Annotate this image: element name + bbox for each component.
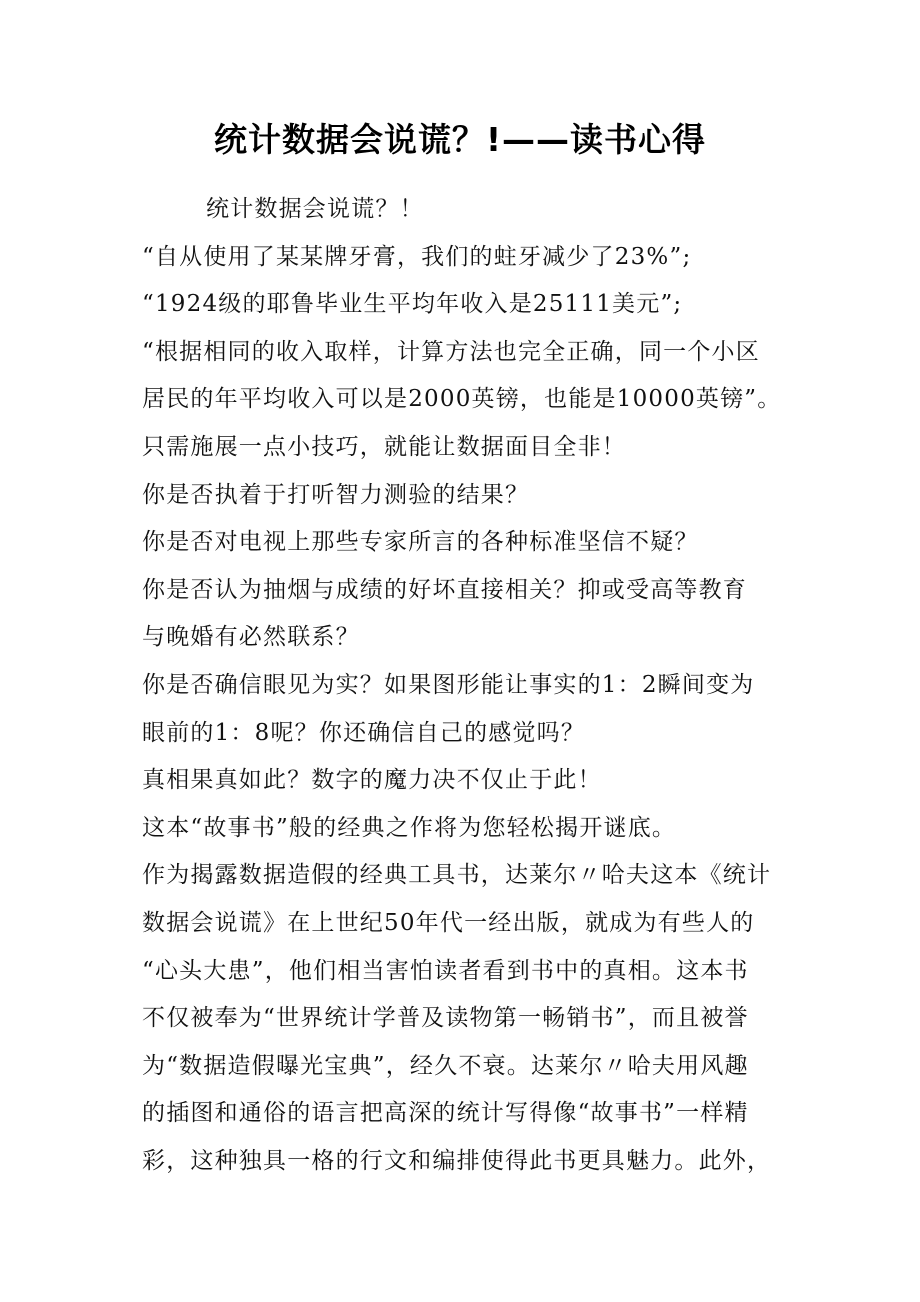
paragraph-line: 不仅被奉为“世界统计学普及读物第一畅销书”，而且被誉: [142, 1005, 749, 1032]
paragraph-line: 眼前的1：8呢？你还确信自己的感觉吗？: [142, 719, 586, 746]
paragraph-line: 真相果真如此？数字的魔力决不仅止于此！: [142, 767, 602, 794]
paragraph-line: 彩，这种独具一格的行文和编排使得此书更具魅力。此外，: [142, 1147, 772, 1174]
document-title: 统计数据会说谎？!——读书心得: [213, 120, 707, 159]
paragraph-line: 作为揭露数据造假的经典工具书，达莱尔〃哈夫这本《统计: [142, 862, 772, 889]
paragraph-line: 的插图和通俗的语言把高深的统计写得像“故事书”一样精: [142, 1100, 749, 1127]
paragraph-line: 这本“故事书”般的经典之作将为您轻松揭开谜底。: [142, 814, 677, 841]
paragraph-line: “心头大患”，他们相当害怕读者看到书中的真相。这本书: [142, 957, 749, 984]
paragraph-line: 居民的年平均收入可以是2000英镑，也能是10000英镑”。: [142, 386, 782, 413]
paragraph-line: 你是否认为抽烟与成绩的好坏直接相关？抑或受高等教育: [142, 576, 747, 603]
paragraph-line: 你是否确信眼见为实？如果图形能让事实的1：2瞬间变为: [142, 671, 755, 698]
paragraph-line: 数据会说谎》在上世纪50年代一经出版，就成为有些人的: [142, 909, 755, 936]
document-body: [142, 186, 802, 1185]
paragraph-line: 统计数据会说谎？！: [206, 196, 424, 222]
paragraph-line: “1924级的耶鲁毕业生平均年收入是25111美元”;: [142, 291, 683, 318]
paragraph-line: 与晚婚有必然联系？: [142, 624, 360, 651]
paragraph-line: 只需施展一点小技巧，就能让数据面目全非！: [142, 433, 626, 460]
paragraph-line: 你是否执着于打听智力测验的结果？: [142, 481, 530, 508]
paragraph-line: “自从使用了某某牌牙膏，我们的蛀牙减少了23%”;: [142, 243, 692, 270]
paragraph-line: 为“数据造假曝光宝典”，经久不衰。达莱尔〃哈夫用风趣: [142, 1052, 749, 1079]
paragraph-line: “根据相同的收入取样，计算方法也完全正确，同一个小区: [142, 338, 760, 365]
paragraph-line: 你是否对电视上那些专家所言的各种标准坚信不疑？: [142, 529, 699, 556]
